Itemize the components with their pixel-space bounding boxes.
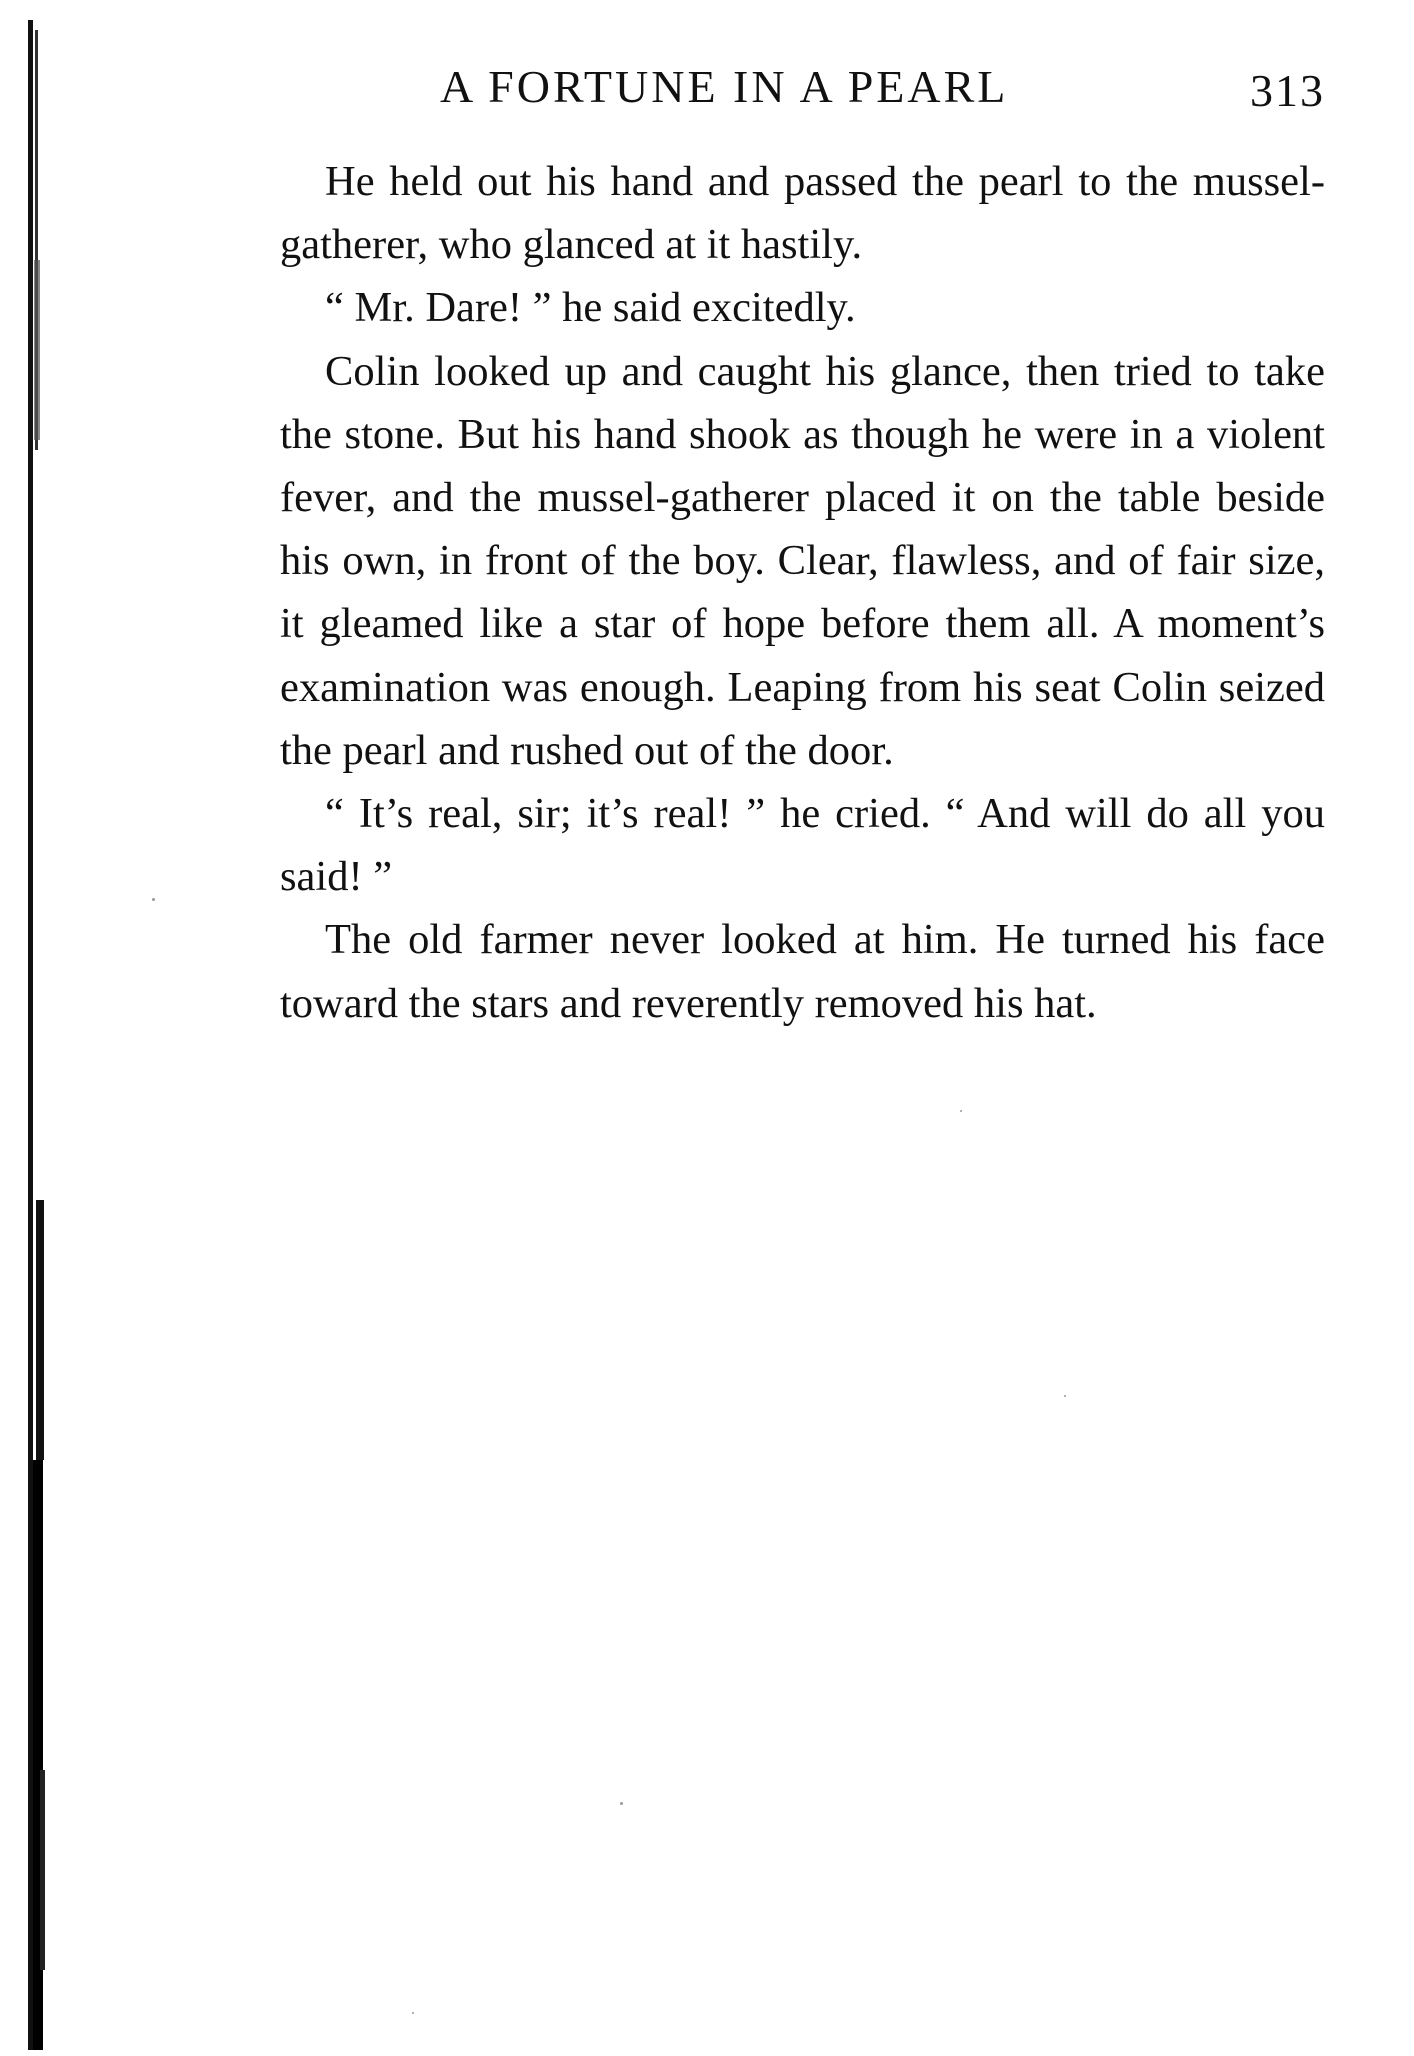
paragraph: “ It’s real, sir; it’s real! ” he cried. “ And will do all you said! ” <box>280 790 1325 901</box>
running-header <box>280 60 1325 120</box>
scan-speck <box>152 898 155 901</box>
scan-speck <box>1064 1395 1066 1397</box>
running-title: A FORTUNE IN A PEARL <box>440 61 1009 112</box>
body-text <box>280 150 1325 1035</box>
page-number: 313 <box>1250 65 1325 116</box>
paragraph: Colin looked up and caught his glance, then tried to take the stone. But his hand shook as though he were in a violent fever, and the mussel-gatherer placed it on the table beside his own, in front of the boy. Clear, flawless, and of fair size, it gleamed like a star of hope before them all. A moment’s examination was enough. Leaping from his seat Colin seized the pearl and rushed out of the door. <box>280 347 1325 774</box>
paragraph: He held out his hand and passed the pearl to the mussel-gatherer, who glanced at it hastily. <box>280 158 1325 269</box>
scan-speck <box>960 1110 962 1112</box>
scan-speck <box>412 2012 414 2014</box>
page-binding-edge <box>22 20 48 2050</box>
paragraph: “ Mr. Dare! ” he said excitedly. <box>325 284 856 332</box>
paragraph: The old farmer never looked at him. He turned his face toward the stars and reverently removed his hat. <box>280 916 1325 1027</box>
scan-speck <box>620 1802 623 1805</box>
